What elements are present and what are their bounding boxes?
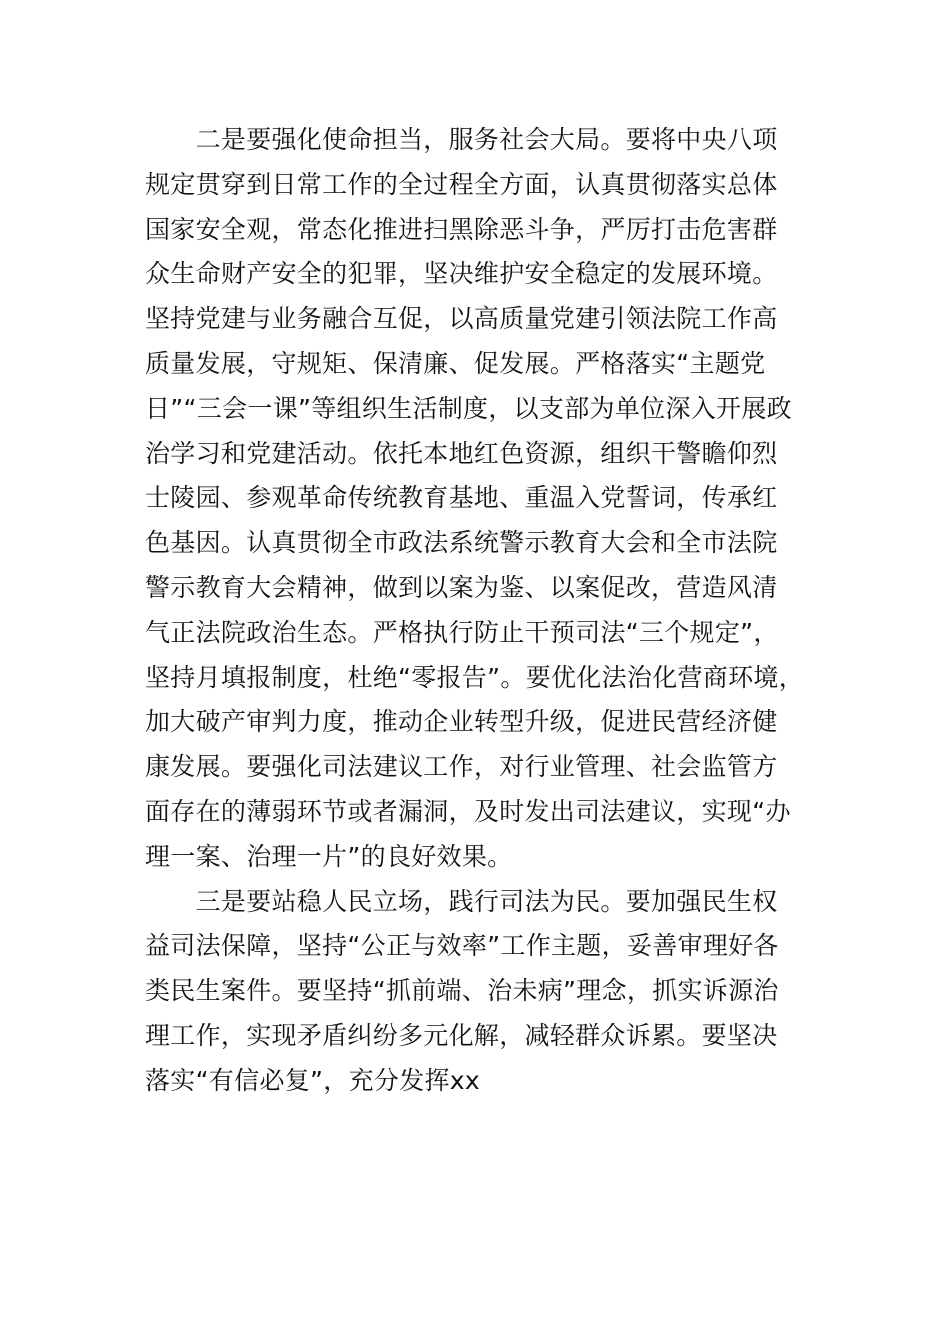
paragraph-1 bbox=[145, 118, 845, 880]
paragraph-line: 康发展。要强化司法建议工作，对行业管理、社会监管方 bbox=[145, 752, 778, 782]
paragraph-line: 理一案、治理一片”的良好效果。 bbox=[145, 841, 513, 871]
paragraph-line: 日”“三会一课”等组织生活制度，以支部为单位深入开展政 bbox=[145, 393, 792, 423]
paragraph-line: 加大破产审判力度，推动企业转型升级，促进民营经济健 bbox=[145, 707, 778, 737]
paragraph-line: 益司法保障，坚持“公正与效率”工作主题，妥善审理好各 bbox=[145, 931, 779, 961]
paragraph-line: 质量发展，守规矩、保清廉、促发展。严格落实“主题党 bbox=[145, 348, 766, 378]
paragraph-line: 警示教育大会精神，做到以案为鉴、以案促改，营造风清 bbox=[145, 572, 778, 602]
paragraph-line: 规定贯穿到日常工作的全过程全方面，认真贯彻落实总体 bbox=[145, 169, 778, 199]
paragraph-line: 坚持月填报制度，杜绝“零报告”。要优化法治化营商环境， bbox=[145, 662, 805, 692]
paragraph-line: 坚持党建与业务融合互促，以高质量党建引领法院工作高 bbox=[145, 304, 778, 334]
paragraph-line: 落实“有信必复”，充分发挥xx bbox=[145, 1065, 480, 1095]
paragraph-line: 三是要站稳人民立场，践行司法为民。要加强民生权 bbox=[145, 886, 778, 916]
paragraph-line: 众生命财产安全的犯罪，坚决维护安全稳定的发展环境。 bbox=[145, 259, 778, 289]
paragraph-2 bbox=[145, 880, 845, 1104]
document-body bbox=[145, 118, 845, 1104]
paragraph-line: 理工作，实现矛盾纠纷多元化解，减轻群众诉累。要坚决 bbox=[145, 1020, 778, 1050]
paragraph-line: 士陵园、参观革命传统教育基地、重温入党誓词，传承红 bbox=[145, 483, 778, 513]
paragraph-line: 二是要强化使命担当，服务社会大局。要将中央八项 bbox=[145, 125, 778, 154]
paragraph-line: 治学习和党建活动。依托本地红色资源，组织干警瞻仰烈 bbox=[145, 438, 778, 468]
paragraph-line: 色基因。认真贯彻全市政法系统警示教育大会和全市法院 bbox=[145, 528, 778, 558]
paragraph-line: 面存在的薄弱环节或者漏洞，及时发出司法建议，实现“办 bbox=[145, 796, 791, 826]
paragraph-line: 国家安全观，常态化推进扫黑除恶斗争，严厉打击危害群 bbox=[145, 214, 778, 244]
paragraph-line: 类民生案件。要坚持“抓前端、治未病”理念，抓实诉源治 bbox=[145, 976, 779, 1006]
paragraph-line: 气正法院政治生态。严格执行防止干预司法“三个规定”， bbox=[145, 617, 779, 647]
